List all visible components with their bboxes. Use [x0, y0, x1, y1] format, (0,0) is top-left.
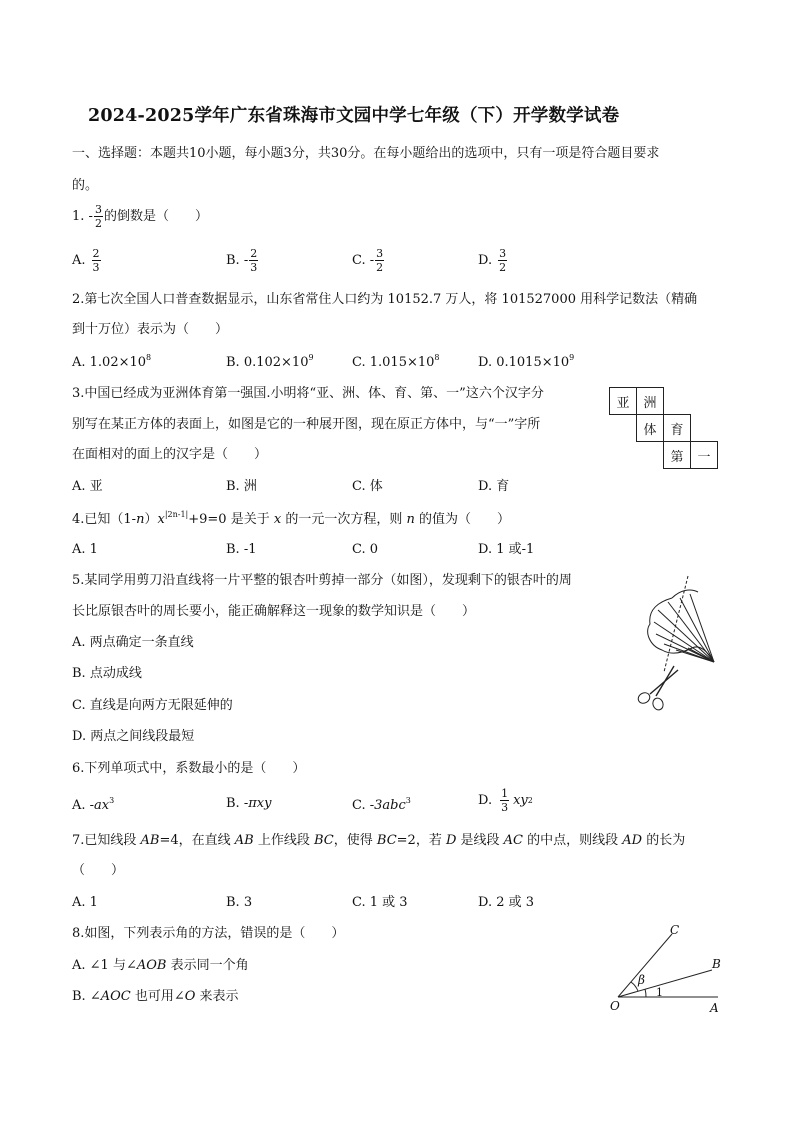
q6-a-expr: -ax — [89, 798, 110, 813]
q1-suffix: 的倒数是（ ） — [103, 209, 208, 224]
q7-ab1: AB — [140, 833, 160, 848]
question-5-line2: 长比原银杏叶的周长要小，能正确解释这一现象的数学知识是（ ） — [72, 604, 476, 619]
q8-b-var: AOC — [100, 989, 131, 1004]
q8-a-var: AOB — [136, 958, 167, 973]
q7-bc2: BC — [376, 833, 397, 848]
q4-exponent: |2n-1| — [164, 510, 189, 519]
q1-b-frac — [249, 248, 258, 273]
q4-post: 的值为（ ） — [414, 512, 510, 527]
q7-ac: AC — [503, 833, 523, 848]
q2-option-b — [226, 354, 314, 369]
net-cell-ya: 亚 — [609, 387, 637, 415]
exam-title: 2024-2025学年广东省珠海市文园中学七年级（下）开学数学试卷 — [88, 106, 620, 126]
q1-b-num: 2 — [250, 247, 258, 260]
label-a: A — [710, 1001, 719, 1015]
q3-option-b: B. 洲 — [226, 479, 257, 494]
question-5-line1: 5.某同学用剪刀沿直线将一片平整的银杏叶剪掉一部分（如图），发现剩下的银杏叶的周 — [72, 573, 572, 588]
section-instructions-line1: 一、选择题：本题共10小题，每小题3分，共30分。在每小题给出的选项中，只有一项是符合题目要求 — [72, 146, 660, 161]
q6-option-b — [226, 797, 271, 810]
net-cell-yu: 育 — [663, 414, 691, 442]
q6-d-frac — [500, 788, 509, 813]
q7-t3: 上作线段 — [253, 833, 315, 848]
angle-figure — [604, 918, 734, 1018]
q7-option-c: C. 1 或 3 — [352, 895, 408, 910]
q1-d-den: 2 — [499, 261, 507, 274]
q8-b-pre: B. ∠ — [72, 989, 101, 1004]
q1-c-label: C. - — [352, 253, 375, 268]
q7-ab2: AB — [234, 833, 254, 848]
question-3-line2: 别写在某正方体的表面上，如图是它的一种展开图，现在原正方体中，与“一”字所 — [72, 417, 541, 432]
q6-d-num: 1 — [501, 787, 509, 800]
label-one: 1 — [656, 986, 663, 999]
q2-c-text: C. 1.015×10 — [352, 355, 435, 370]
question-7-line2: （ ） — [72, 863, 125, 878]
q2-a-exp: 8 — [146, 353, 152, 362]
q7-option-d: D. 2 或 3 — [478, 895, 535, 910]
q2-option-a — [72, 354, 151, 369]
scissors-icon — [636, 666, 678, 711]
q4-var-n2: n — [406, 512, 415, 527]
q3-option-c: C. 体 — [352, 479, 383, 494]
q3-option-d: D. 育 — [478, 479, 510, 494]
q1-b-label: B. - — [226, 253, 249, 268]
q7-t5: =2，若 — [396, 833, 446, 848]
q6-d-den: 3 — [501, 801, 509, 814]
q2-b-exp: 9 — [308, 353, 314, 362]
q2-c-exp: 8 — [434, 353, 440, 362]
q7-option-b: B. 3 — [226, 895, 253, 910]
q1-option-d — [478, 248, 508, 273]
q5-option-b: B. 点动成线 — [72, 666, 142, 681]
ray-ob — [618, 970, 712, 997]
q7-t2: =4，在直线 — [159, 833, 235, 848]
q8-option-b — [72, 990, 239, 1003]
q7-bc1: BC — [314, 833, 334, 848]
q4-mid1: ） — [144, 512, 158, 527]
q1-c-frac — [375, 248, 384, 273]
q1-b-den: 3 — [250, 261, 258, 274]
q1-d-label: D. — [478, 253, 493, 268]
q7-t7: 的中点，则线段 — [523, 833, 623, 848]
q2-d-exp: 9 — [569, 353, 575, 362]
q1-d-frac — [498, 248, 507, 273]
q5-option-c: C. 直线是向两方无限延伸的 — [72, 698, 233, 713]
q7-t1: 7.已知线段 — [72, 833, 141, 848]
question-2-line1: 2.第七次全国人口普查数据显示，山东省常住人口约为 10152.7 万人，将 101527000 用科学记数法（精确 — [72, 292, 698, 307]
q5-option-a: A. 两点确定一条直线 — [72, 635, 194, 650]
ray-oc — [618, 934, 672, 997]
label-b: B — [712, 957, 721, 971]
ginkgo-scissors-figure — [628, 570, 724, 716]
q1-a-frac — [92, 248, 101, 273]
q8-b-post: 来表示 — [195, 989, 239, 1004]
q8-option-a — [72, 959, 249, 972]
q1-option-c — [352, 248, 385, 273]
label-o: O — [610, 999, 620, 1013]
q1-prefix: 1. - — [72, 209, 93, 224]
q7-t4: ，使得 — [333, 833, 377, 848]
q1-a-label: A. — [72, 253, 86, 268]
q5-option-d: D. 两点之间线段最短 — [72, 729, 195, 744]
label-c: C — [670, 923, 680, 937]
question-3-line3: 在面相对的面上的汉字是（ ） — [72, 447, 268, 462]
section-instructions-line2: 的。 — [72, 178, 99, 193]
q4-var-x2: x — [273, 512, 282, 527]
question-7-line1 — [72, 834, 685, 847]
q6-c-expr: -3abc — [369, 798, 406, 813]
question-4-stem — [72, 511, 510, 526]
q6-d-exp: 2 — [527, 795, 533, 805]
q4-var-x: x — [157, 512, 165, 527]
q6-option-a — [72, 797, 114, 812]
q4-option-c: C. 0 — [352, 542, 379, 557]
q6-option-c — [352, 797, 411, 812]
label-beta: β — [638, 973, 645, 987]
question-2-line2: 到十万位）表示为（ ） — [72, 322, 229, 337]
q8-b-var2: O — [184, 989, 196, 1004]
question-3-line1: 3.中国已经成为亚洲体育第一强国.小明将“亚、洲、体、育、第、一”这六个汉字分 — [72, 386, 544, 401]
q2-a-text: A. 1.02×10 — [72, 355, 147, 370]
q7-ad: AD — [622, 833, 643, 848]
q7-t6: 是线段 — [456, 833, 504, 848]
q1-c-den: 2 — [376, 261, 384, 274]
q7-t8: 的长为 — [642, 833, 686, 848]
question-1-stem — [72, 204, 208, 229]
net-cell-yi: 一 — [690, 441, 718, 469]
net-cell-ti: 体 — [636, 414, 664, 442]
q1-a-den: 3 — [92, 261, 100, 274]
q4-mid2: +9=0 是关于 — [188, 512, 274, 527]
question-8-stem: 8.如图，下列表示角的方法，错误的是（ ） — [72, 926, 345, 941]
q4-var-n: n — [136, 512, 145, 527]
question-6-stem: 6.下列单项式中，系数最小的是（ ） — [72, 761, 306, 776]
q1-frac-num: 3 — [94, 203, 102, 216]
q8-a-post: 表示同一个角 — [166, 958, 249, 973]
q7-d1: D — [445, 833, 457, 848]
q4-pre: 4.已知（1- — [72, 512, 137, 527]
q4-option-b: B. -1 — [226, 542, 257, 557]
q6-a-label: A. — [72, 798, 90, 813]
q1-frac-den: 2 — [94, 217, 102, 230]
q6-a-exp: 3 — [109, 796, 115, 805]
q1-option-b — [226, 248, 259, 273]
q4-option-a: A. 1 — [72, 542, 98, 557]
q8-b-mid: 也可用∠ — [130, 989, 185, 1004]
q4-option-d: D. 1 或-1 — [478, 542, 535, 557]
q2-d-text: D. 0.1015×10 — [478, 355, 570, 370]
q1-d-num: 3 — [499, 247, 507, 260]
q3-option-a: A. 亚 — [72, 479, 103, 494]
q8-a-pre: A. ∠1 与∠ — [72, 958, 137, 973]
net-cell-di: 第 — [663, 441, 691, 469]
q1-a-num: 2 — [92, 247, 100, 260]
net-cell-zhou: 洲 — [636, 387, 664, 415]
q2-b-text: B. 0.102×10 — [226, 355, 309, 370]
q6-c-label: C. — [352, 798, 370, 813]
q6-d-label: D. — [478, 793, 493, 808]
q6-b-expr: -πxy — [243, 796, 272, 811]
q1-c-num: 3 — [376, 247, 384, 260]
q6-c-exp: 3 — [405, 796, 411, 805]
q6-option-d — [478, 788, 533, 813]
q6-d-expr: xy — [513, 793, 528, 808]
q7-option-a: A. 1 — [72, 895, 98, 910]
q4-mid3: 的一元一次方程，则 — [281, 512, 407, 527]
q2-option-d — [478, 354, 574, 369]
q2-option-c — [352, 354, 440, 369]
q6-b-label: B. — [226, 796, 244, 811]
q1-fraction — [94, 204, 103, 229]
q1-option-a — [72, 248, 102, 273]
